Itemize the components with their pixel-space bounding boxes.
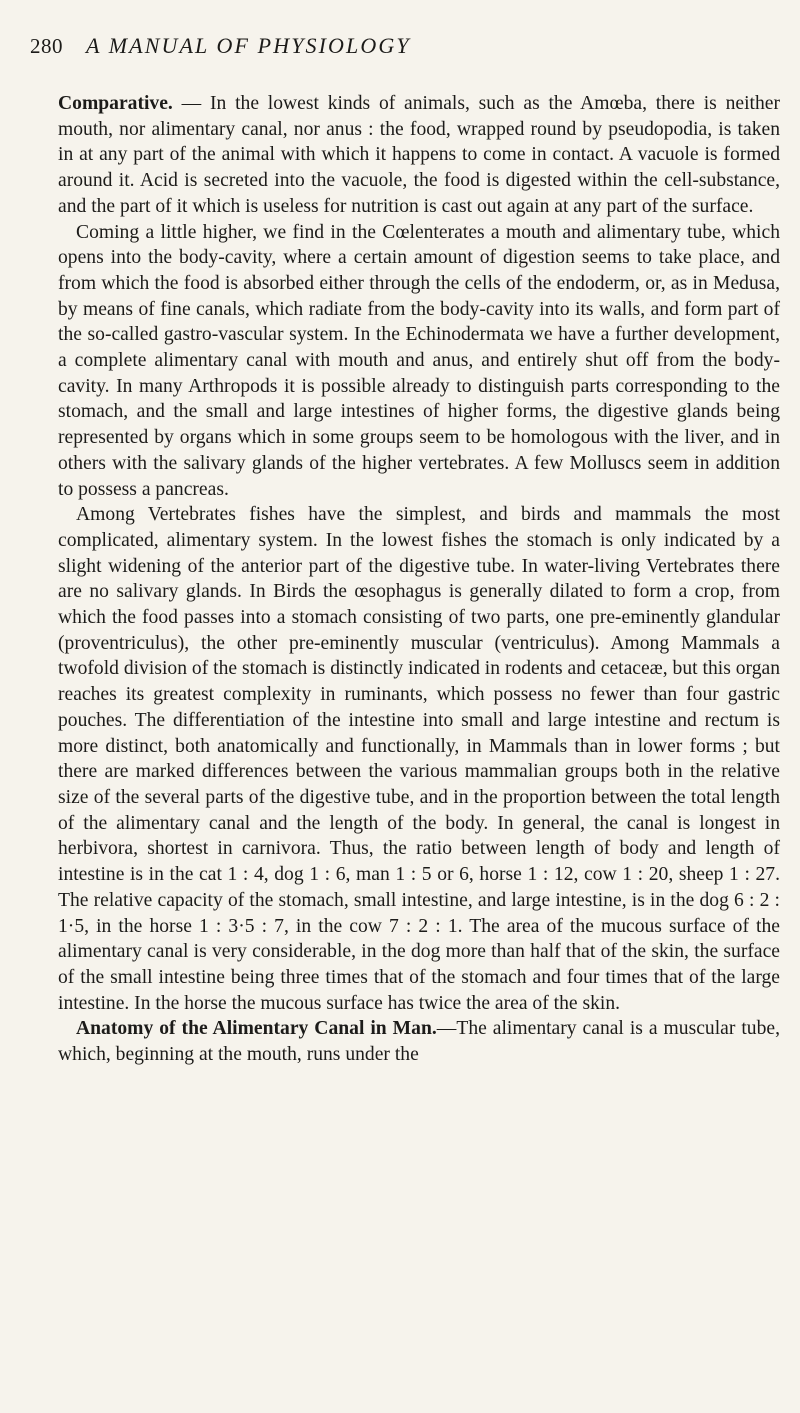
paragraph-text: Among Vertebrates fishes have the simplest, and birds and mammals the most complicated, alimentary system. In the lowest fishes the stomach is only indicated by a slight widening of the anterior part of the digestive tube. In water-living Vertebrates there are no salivary glands. In Birds the œsophagus is generally dilated to form a crop, from which the food passes into a stomach consisting of two parts, one pre-eminently glandular (proventriculus), the other pre-eminently muscular (ventriculus). Among Mammals a twofold division of the stomach is distinctly indicated in rodents and cetaceæ, but this organ reaches its greatest complexity in ruminants, which possess no fewer than four gastric pouches. The differentiation of the intestine into small and large intestine and rectum is more distinct, both anatomically and functionally, in Mammals than in lower forms ; but there are marked differences between the various mammalian groups both in the relative size of the several parts of the digestive tube, and in the proportion between the total length of the alimentary canal and the length of the body. In general, the canal is longest in herbivora, shortest in carnivora. Thus, the ratio between length of body and length of intestine is in the cat 1 : 4, dog 1 : 6, man 1 : 5 or 6, horse 1 : 12, cow 1 : 20, sheep 1 : 27. The relative capacity of the stomach, small intestine, and large intestine, is in the dog 6 : 2 : 1·5, in the horse 1 : 3·5 : 7, in the cow 7 : 2 : 1. The area of the mucous surface of the alimentary canal is very considerable, in the dog more than half that of the skin, the surface of the small intestine being three times that of the stomach and four times that of the large intestine. In the horse the mucous surface has twice the area of the skin. <box>58 504 780 1014</box>
paragraph-anatomy <box>58 1016 780 1067</box>
page-header <box>30 14 770 58</box>
section-heading-anatomy: Anatomy of the Alimentary Canal in Man. <box>76 1018 437 1040</box>
section-heading-comparative: Comparative. <box>58 93 173 114</box>
paragraph-text: —The alimentary canal is a muscular tube, which, beginning at the mouth, runs under the <box>58 1018 780 1066</box>
paragraph-vertebrates <box>58 502 780 1016</box>
paragraph-text: Coming a little higher, we find in the Cœlenterates a mouth and alimentary tube, which opens into the body-cavity, where a certain amount of digestion seems to take place, and from which the food is absorbed either through the cells of the endoderm, or, as in Medusa, by means of fine canals, which radiate from the body-cavity into its walls, and form part of the so-called gastro-vascular system. In the Echinodermata we have a further development, a complete alimentary canal with mouth and anus, and entirely shut off from the body-cavity. In many Arthropods it is possible already to distinguish parts corresponding to the stomach, and the small and large intestines of higher forms, the digestive glands being represented by organs which in some groups seem to be homologous with the liver, and in others with the salivary glands of the higher vertebrates. A few Molluscs seem in addition to possess a pancreas. <box>58 221 780 500</box>
paragraph-comparative <box>58 91 780 220</box>
paragraph-coelenterates <box>58 220 780 503</box>
paragraph-text: — In the lowest kinds of animals, such as the Amœba, there is neither mouth, nor alimentary canal, nor anus : the food, wrapped round by pseudopodia, is taken in at any part of the animal with which it happens to come in contact. A vacuole is formed around it. Acid is secreted into the vacuole, the food is digested within the cell-substance, and the part of it which is useless for nutrition is cast out again at any part of the surface. <box>58 93 780 217</box>
running-title: A MANUAL OF PHYSIOLOGY <box>86 33 411 58</box>
page-number: 280 <box>30 34 63 58</box>
body-text <box>58 91 780 1068</box>
